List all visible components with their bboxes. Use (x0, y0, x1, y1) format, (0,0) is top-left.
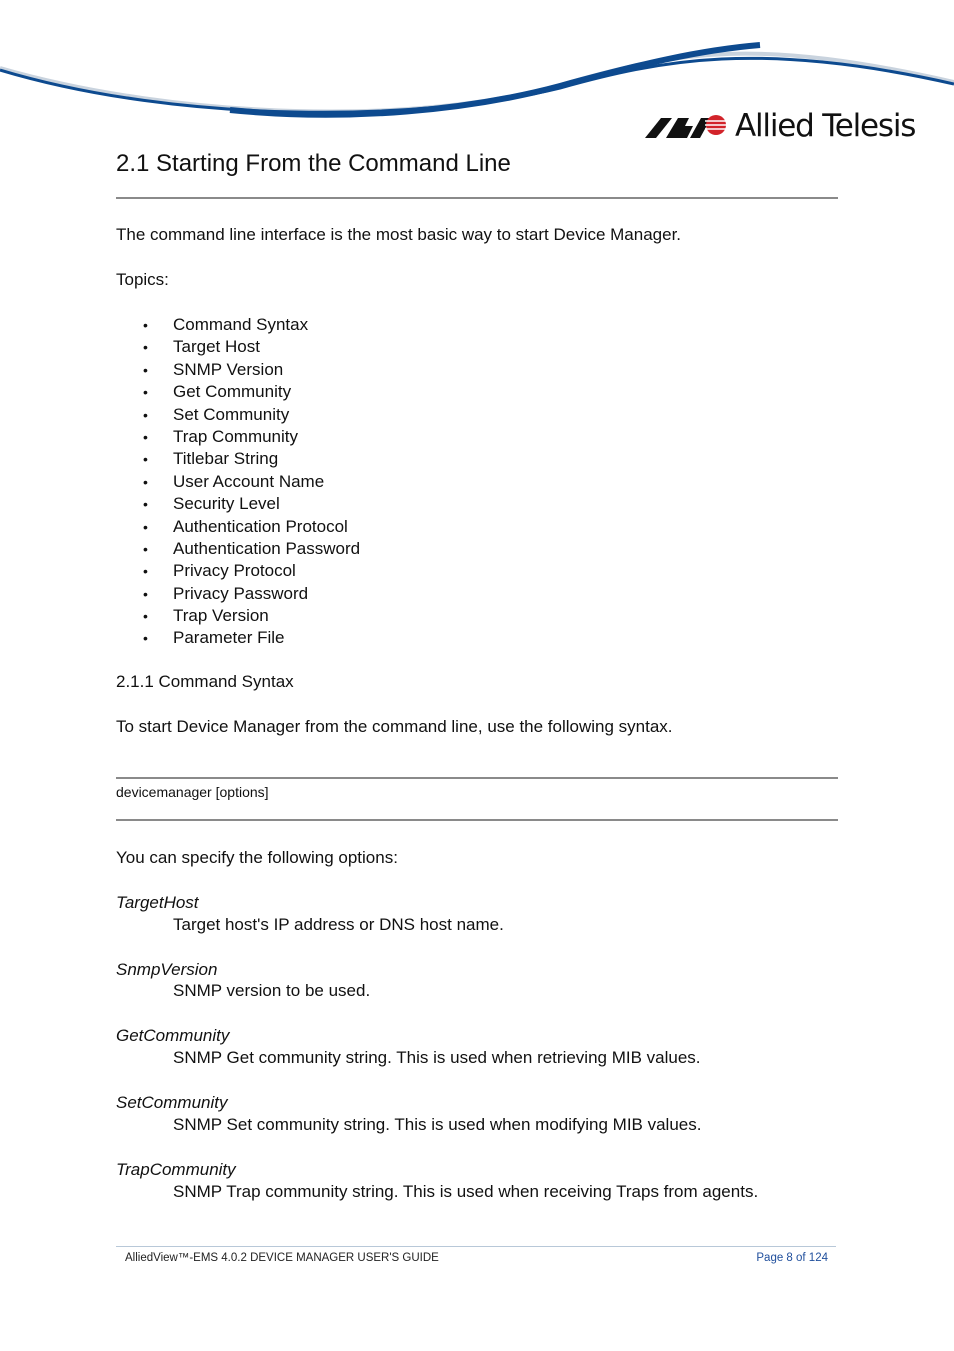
allied-telesis-logo (645, 108, 915, 144)
bullet-icon: • (143, 585, 148, 602)
topics-list (116, 314, 360, 650)
footer-page-number: Page 8 of 124 (756, 1252, 828, 1264)
list-item: • Privacy Password (116, 583, 360, 605)
option-term: TrapCommunity (116, 1160, 236, 1179)
option-description: SNMP Trap community string. This is used when receiving Traps from agents. (173, 1182, 759, 1201)
logo-mark-icon (645, 112, 727, 140)
option-description: SNMP Set community string. This is used when modifying MIB values. (173, 1115, 702, 1134)
list-item: • SNMP Version (116, 359, 360, 381)
subsection-intro: To start Device Manager from the command line, use the following syntax. (116, 717, 673, 736)
bullet-icon: • (143, 630, 148, 647)
option-term: SnmpVersion (116, 960, 218, 979)
list-item: • Titlebar String (116, 448, 360, 470)
bullet-icon: • (143, 361, 148, 378)
brand-name: Allied Telesis (735, 107, 916, 144)
code-top-rule (116, 777, 838, 779)
list-item: • Command Syntax (116, 314, 360, 336)
footer-divider (116, 1246, 836, 1247)
list-item: • Target Host (116, 336, 360, 358)
list-item: • Get Community (116, 381, 360, 403)
list-item: • Set Community (116, 404, 360, 426)
bullet-icon: • (143, 406, 148, 423)
list-item: • Authentication Password (116, 538, 360, 560)
list-item: • Authentication Protocol (116, 516, 360, 538)
bullet-icon: • (143, 563, 148, 580)
title-divider (116, 197, 838, 199)
section-intro: The command line interface is the most basic way to start Device Manager. (116, 225, 682, 244)
option-term: SetCommunity (116, 1093, 228, 1112)
topics-label: Topics: (116, 270, 169, 289)
option-description: SNMP version to be used. (173, 981, 371, 1000)
bullet-icon: • (143, 496, 148, 513)
bullet-icon: • (143, 317, 148, 333)
subsection-title: 2.1.1 Command Syntax (116, 672, 294, 691)
bullet-icon: • (143, 540, 148, 557)
options-intro: You can specify the following options: (116, 848, 398, 867)
footer-document-title: AlliedView™-EMS 4.0.2 DEVICE MANAGER USER'S GUIDE (125, 1252, 439, 1264)
bullet-icon: • (143, 608, 148, 625)
bullet-icon: • (143, 339, 148, 356)
option-term: TargetHost (116, 893, 199, 912)
list-item: • Security Level (116, 493, 360, 515)
list-item: • Parameter File (116, 627, 360, 649)
bullet-icon: • (143, 428, 148, 445)
code-syntax: devicemanager [options] (116, 784, 269, 800)
bullet-icon: • (143, 451, 148, 468)
bullet-icon: • (143, 518, 148, 535)
code-bottom-rule (116, 819, 838, 821)
section-title: 2.1 Starting From the Command Line (116, 150, 511, 177)
list-item: • Privacy Protocol (116, 560, 360, 582)
option-description: SNMP Get community string. This is used when retrieving MIB values. (173, 1048, 701, 1067)
bullet-icon: • (143, 473, 148, 490)
list-item: • User Account Name (116, 471, 360, 493)
bullet-icon: • (143, 384, 148, 401)
list-item: • Trap Version (116, 605, 360, 627)
option-description: Target host's IP address or DNS host name. (173, 915, 504, 934)
option-term: GetCommunity (116, 1026, 230, 1045)
list-item: • Trap Community (116, 426, 360, 448)
